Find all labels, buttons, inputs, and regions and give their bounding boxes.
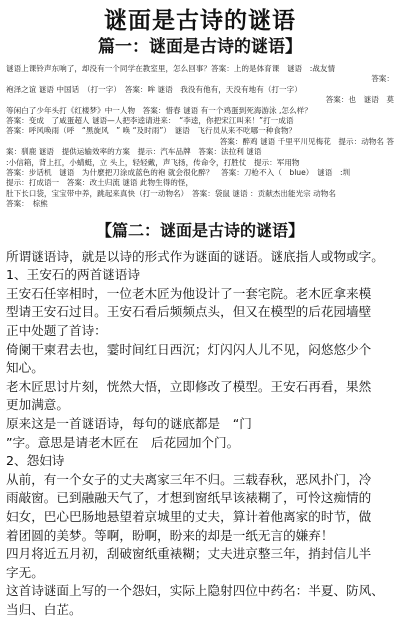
part2-line: 王安石任宰相时，一位老木匠为他设计了一套宅院。老木匠拿来模 [6, 285, 372, 301]
part1-line: 答案：步话机 谜语 为什麽把刀涂成蓝色的袍 就会很化醉？ 答案：刀枪不入（ blue） 谜语 :圳 [6, 168, 351, 178]
part1-line: 袍泽之谊 谜语 中国话 （打一字） 答案：哞 谜语 我没有他有，天没有地有（打一字） [6, 84, 302, 94]
part2-line: 更加满意。 [6, 397, 69, 413]
part1-line: 谜语上课铃声东响了，却没有一个同学在教室里，怎么回事？答案：上的是体育课 谜语 :战友情 [6, 64, 336, 73]
part1-line: 案：驯鹿 谜语 提供运输效率的方案 提示：汽车品牌 答案：法拉利 谜语 [6, 147, 262, 157]
part2-line: 当归、白芷。 [6, 601, 82, 617]
part1-line: 答案： 棕熊 [6, 199, 48, 209]
part2-line: 这首诗谜面上写的一个怨妇，实际上隐射四位中药名：半夏、防风、 [6, 583, 384, 599]
part2-line: 1、王安石的两首谜语诗 [6, 267, 140, 283]
part2-line: 从前，有一个女子的丈夫离家三年不归。三载春秋，恶风扑门，冷 [6, 471, 372, 487]
part1-line: 答案： [371, 74, 394, 84]
part1-line: 答案：变成 了咸蛋超人 谜语—人把李逵请进来： “李逵，你把宋江叫来！”打一成语 [6, 116, 294, 126]
part1-line: 提示：打成语一 答案：改土归流 谜语 此物生得的怪， [6, 178, 194, 188]
part2-line: 老木匠思讨片刻，恍然大悟，立即修改了模型。王安石再看，果然 [6, 378, 372, 394]
document-title: 谜面是古诗的谜语 [104, 8, 296, 34]
part1-heading: 篇一：谜面是古诗的谜语】 [98, 37, 302, 57]
part2-line: 字无。 [6, 564, 44, 580]
part2-line: 雨敲窗。已到融融天气了，才想到窗纸早该裱糊了，可怜这痴情的 [6, 490, 372, 506]
part2-line: 四月将近五月初，刮破窗纸重裱糊；丈夫进京整三年，捎封信儿半 [6, 546, 372, 562]
part1-line: 答案：也 谜语 莫 [325, 95, 394, 105]
document-page [0, 6, 400, 617]
part1-line: 肚下长口袋，宝宝带中养，跳起来真快（打一动物名） 答案：袋鼠 谜语 ：贡献杰出能光宗 动物名 [6, 188, 336, 198]
part1-line: 答案：醉鸡 谜语 千里平川见梅花 提示：动物名 答 [219, 136, 394, 146]
part1-text [6, 64, 394, 210]
part2-line: 正中处题了首诗： [6, 323, 107, 339]
part2-line: 2、怨妇诗 [6, 453, 65, 469]
part1-line: 等闲白了少年头打《红楼梦》中一人物 答案：惜春 谜语 有一个鸡蛋到死海游泳 ,怎么样？ [6, 105, 312, 115]
part2-line: 所谓谜语诗，就是以诗的形式作为谜面的谜语。谜底指人或物或字。 [6, 248, 384, 264]
part2-line: 妇女，巴心巴肠地悬望着京城里的丈夫，算计着他离家的时节，做 [6, 509, 372, 524]
part2-line: ”字。意思是请老木匠在 后花园加个门。 [6, 434, 240, 450]
part2-heading: 【篇二：谜面是古诗的谜语】 [95, 220, 304, 240]
part2-line: 倚阑干柬君去也，霎时间红日西沉；灯闪闪人儿不见，闷悠悠少个 [6, 341, 372, 357]
part1-line: 答案：呼风唤雨（呼 “黑旋风 ” 唤 “及时雨”） 谜语 飞行员从来不吃哪一种食物？ [6, 126, 297, 136]
part2-text [6, 248, 394, 620]
part2-line: 知心。 [6, 360, 44, 376]
part1-line: :小信箱，背上扛，小蜻蜓，立 头上，轻轻戴，声飞扬，传命令，打胜仗 提示：军用物 [6, 157, 300, 167]
part2-line: 型请王安石过目。王安石看后频频点头，但又在模型的后花园墙壁 [6, 304, 372, 320]
part2-line: 原来这是一首谜语诗，每句的谜底都是 “门 [6, 416, 252, 432]
part2-line: 着团圆的美梦。等啊，盼啊，盼来的却是一纸无言的嫌弃！ [6, 527, 334, 543]
